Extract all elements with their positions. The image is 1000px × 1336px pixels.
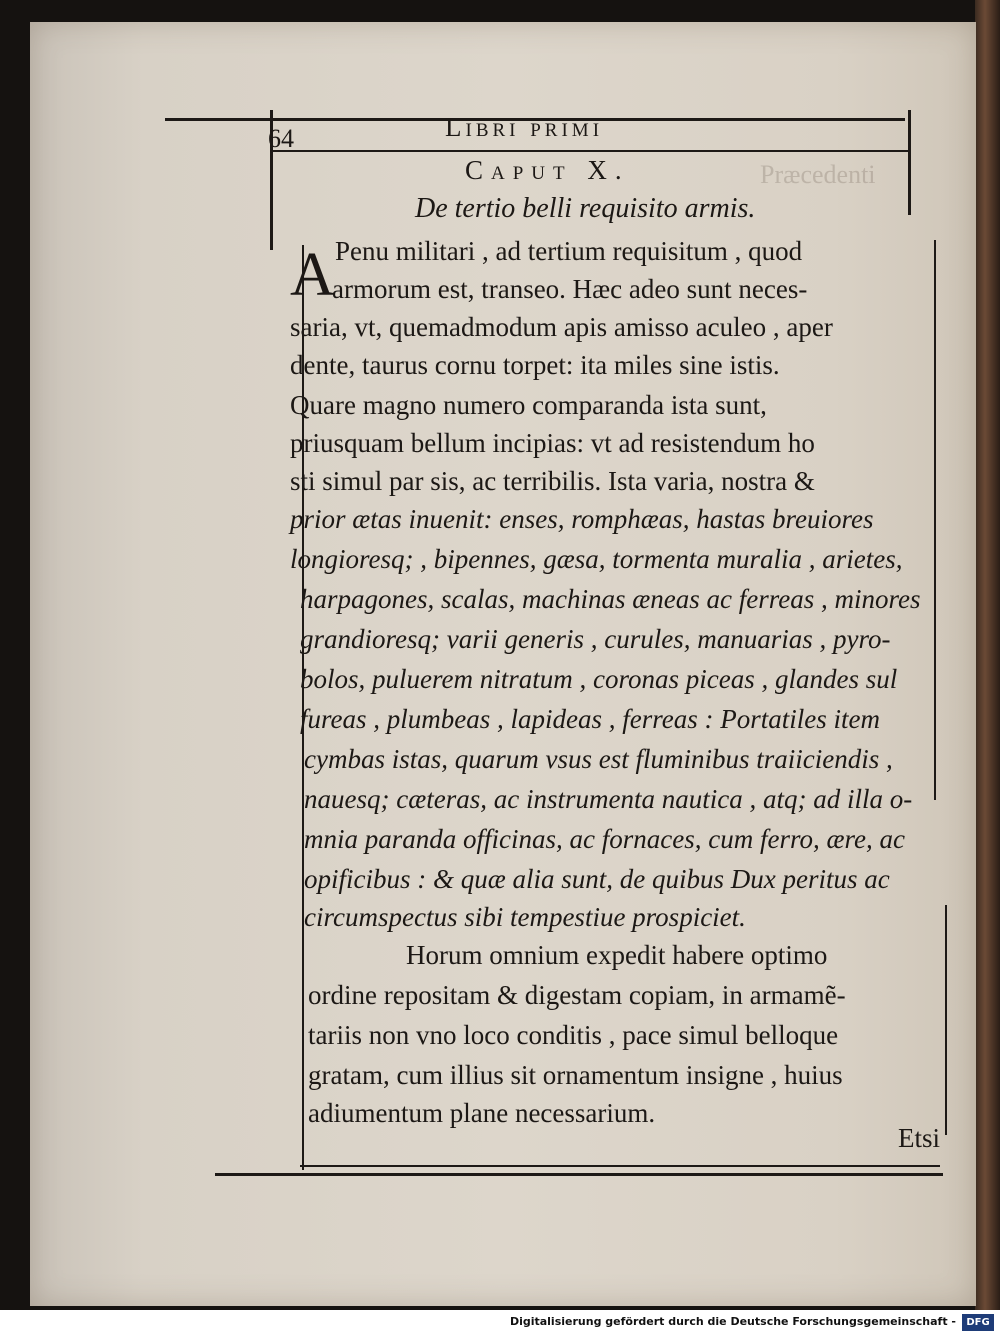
text-line: ordine repositam & digestam copiam, in armamẽ- bbox=[308, 980, 846, 1010]
text-line: priusquam bellum incipias: vt ad resistendum ho bbox=[290, 428, 815, 458]
text-line: nauesq; cæteras, ac instrumenta nautica , atq; ad illa o- bbox=[304, 784, 913, 814]
text-line: Penu militari , ad tertium requisitum , quod bbox=[335, 236, 803, 266]
text-line: prior ætas inuenit: enses, romphæas, hastas breuiores bbox=[290, 504, 874, 534]
bleed-through-text: Præcedenti bbox=[760, 160, 876, 189]
text-line: opificibus : & quæ alia sunt, de quibus Dux peritus ac bbox=[304, 864, 890, 894]
text-line: longioresq; , bipennes, gæsa, tormenta muralia , arietes, bbox=[290, 544, 903, 574]
bottom-rule-upper bbox=[300, 1165, 940, 1167]
right-margin-rule-lower bbox=[945, 905, 947, 1135]
header-rule bbox=[272, 150, 908, 152]
dfg-logo: DFG bbox=[962, 1314, 994, 1331]
text-line: dente, taurus cornu torpet: ita miles sine istis. bbox=[290, 350, 780, 380]
text-line: tariis non vno loco conditis , pace simul belloque bbox=[308, 1020, 839, 1050]
chapter-title: Caput X. bbox=[465, 155, 630, 185]
catchword: Etsi bbox=[898, 1123, 941, 1153]
text-line: harpagones, scalas, machinas æneas ac ferreas , minores bbox=[300, 584, 921, 614]
bottom-rule bbox=[215, 1173, 943, 1176]
drop-cap: A bbox=[290, 241, 335, 309]
text-line: gratam, cum illius sit ornamentum insigne , huius bbox=[308, 1060, 843, 1090]
text-line: grandioresq; varii generis , curules, manuarias , pyro- bbox=[300, 624, 891, 654]
text-line: mnia paranda officinas, ac fornaces, cum ferro, ære, ac bbox=[304, 824, 905, 854]
text-line: cymbas istas, quarum vsus est fluminibus traiiciendis , bbox=[304, 744, 893, 774]
text-line: sti simul par sis, ac terribilis. Ista varia, nostra & bbox=[290, 466, 815, 496]
text-line: fureas , plumbeas , lapideas , ferreas : Portatiles item bbox=[300, 704, 880, 734]
chapter-subtitle: De tertio belli requisito armis. bbox=[415, 193, 756, 224]
text-line: armorum est, transeo. Hæc adeo sunt neces- bbox=[332, 274, 808, 304]
text-line: bolos, puluerem nitratum , coronas piceas , glandes sul bbox=[300, 664, 898, 694]
text-line: circumspectus sibi tempestiue prospiciet. bbox=[304, 902, 746, 932]
text-line: saria, vt, quemadmodum apis amisso aculeo , aper bbox=[290, 312, 833, 342]
text-line: Horum omnium expedit habere optimo bbox=[406, 940, 828, 970]
right-margin-rule bbox=[934, 240, 936, 800]
right-frame-rule bbox=[908, 110, 911, 215]
footer-credit: Digitalisierung gefördert durch die Deutsche Forschungsgemeinschaft - bbox=[509, 1315, 956, 1328]
book-edge bbox=[975, 0, 1000, 1310]
footer-strip bbox=[0, 1310, 1000, 1336]
page-number: 64 bbox=[268, 124, 294, 153]
text-line: Quare magno numero comparanda ista sunt, bbox=[290, 390, 767, 420]
running-head: Libri primi bbox=[445, 112, 604, 142]
text-line: adiumentum plane necessarium. bbox=[308, 1098, 656, 1128]
